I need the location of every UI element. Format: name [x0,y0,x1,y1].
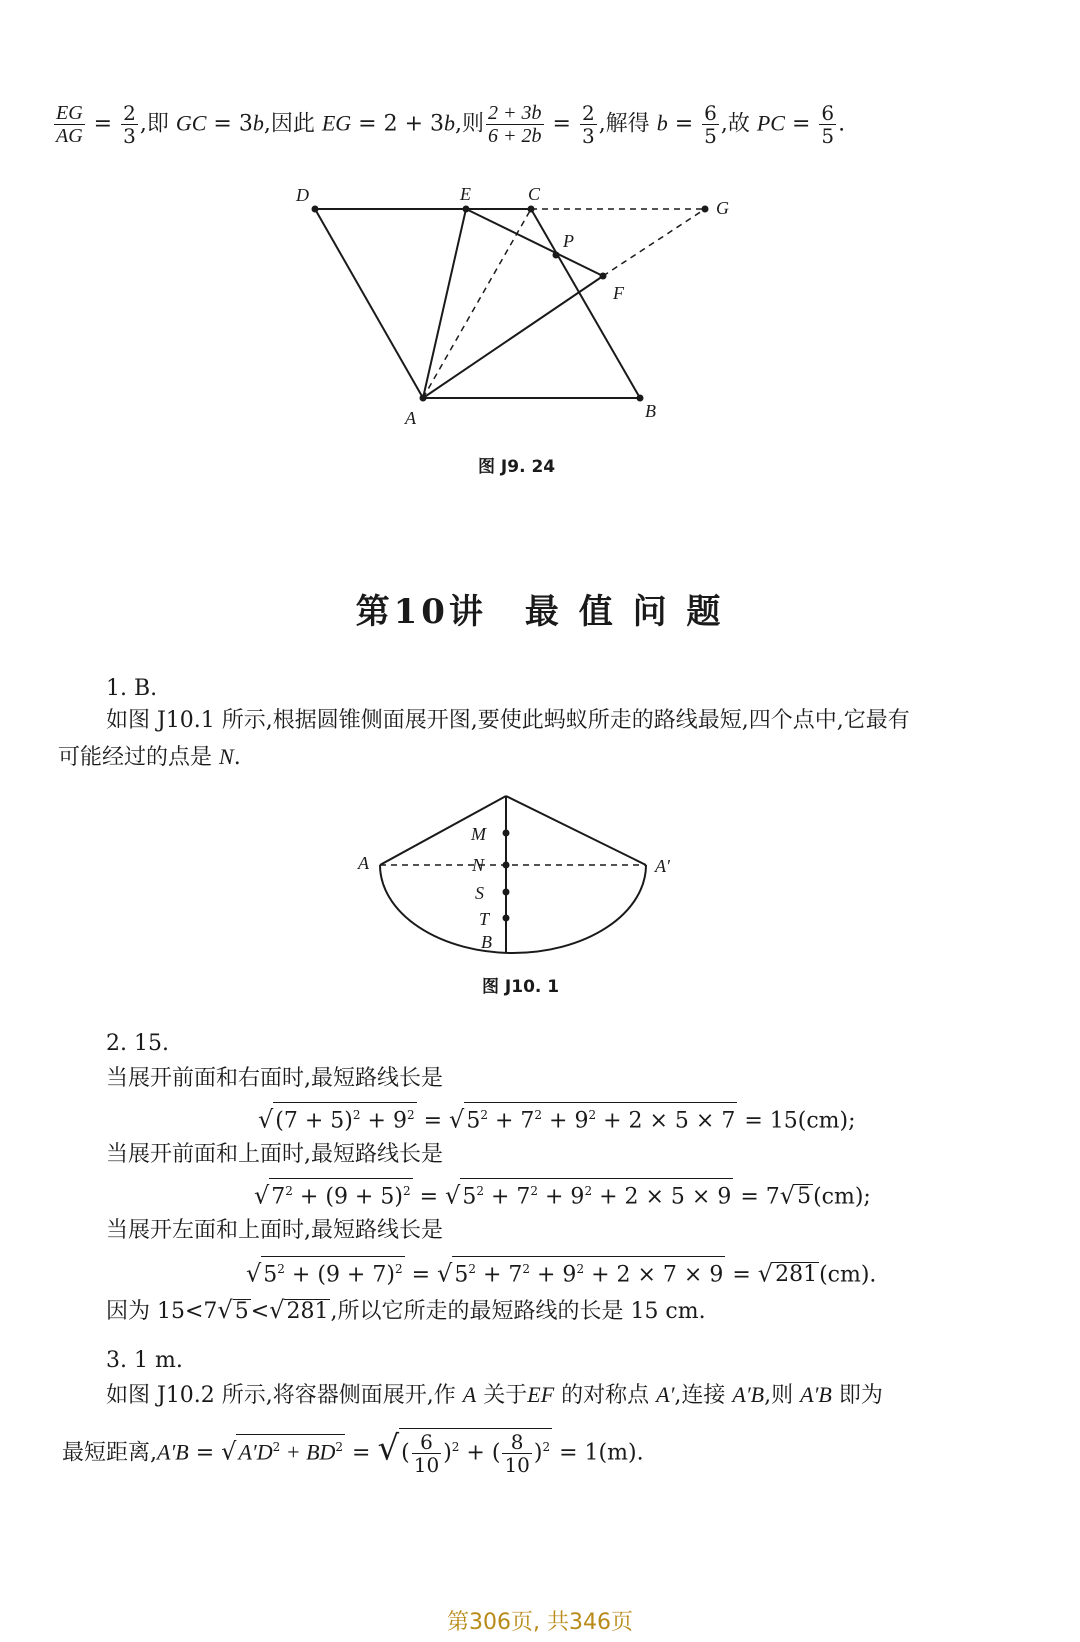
fraction-six-fifths: $\frac{6}{5}$ [704,101,717,148]
cone-arc [380,865,646,953]
fraction-eight-tenths: $\frac{8}{10}$ [504,1430,530,1477]
q1-para-line1: 如图 J10.1 所示,根据圆锥侧面展开图,要使此蚂蚁所走的路线最短,四个点中,它最有 [106,708,910,733]
point-p [553,252,560,259]
point-d [312,206,319,213]
q2-formula2: $√7^2 + (9 + 5)^2 = √5^2 + 7^2 + 9^2 + 2 \times 5 \times 9 = 7√5(cm)$; [254,1178,871,1208]
q2-case2: 当展开前面和上面时,最短路线长是 [106,1142,443,1167]
label-a-prime: A′ [655,856,670,876]
figure-caption-j9-24: 图 J9. 24 [478,457,556,477]
q2-case3: 当展开左面和上面时,最短路线长是 [106,1218,443,1243]
point-n [503,862,510,869]
segment-ae [423,209,466,398]
top-formula-line: $\frac{EG}{AG}$ = $\frac{2}{3}$ ,即 GC = 3b,因此 EG = 2 + 3b,则 $\frac{2 + 3b}{6 + 2b}$ = $\frac{2}{3}$ ,解得 b = $\frac{6}{5}$ ,故 PC = $\frac{6}{5}$ . [56,101,846,148]
label-g: G [716,198,729,218]
fraction-six-fifths-b: $\frac{6}{5}$ [821,101,835,148]
section-title: 第10讲 最 值 问 题 [355,592,725,632]
segment-cb [531,209,640,398]
label-a: A [358,853,369,873]
point-s [503,889,510,896]
label-a: A [405,408,416,428]
q2-conclusion: 因为 15<7√5<√281,所以它所走的最短路线的长是 15 cm. [106,1296,706,1324]
label-d: D [296,185,309,205]
q2-formula1: $√(7 + 5)^2 + 9^2 = √5^2 + 7^2 + 9^2 + 2 \times 5 \times 7 = 15(cm)$; [258,1102,856,1132]
label-s: S [475,883,484,903]
q2-formula3: $√5^2 + (9 + 7)^2 = √5^2 + 7^2 + 9^2 + 2 \times 7 \times 9 = √281(cm)$. [246,1256,876,1286]
q1-para-line2: 可能经过的点是 N. [58,744,241,770]
q3-line1: 如图 J10.2 所示,将容器侧面展开,作 A 关于EF 的对称点 A′,连接 A′B,则 A′B 即为 [106,1382,883,1408]
q2-answer: 2. 15. [106,1031,169,1056]
cone-edge-right [506,796,646,865]
dashed-fg [603,209,705,276]
q3-answer: 3. 1 m. [106,1348,183,1373]
point-c [528,206,535,213]
label-t: T [479,909,490,929]
label-c: C [528,184,541,204]
q3-line2: 最短距离$,A'B = √A'D^2 + BD^2$ = √( $\frac{6}{10}$ )$^2$ + ( $\frac{8}{10}$ )$^2$ = 1(m). [62,1428,644,1477]
point-b [637,395,644,402]
page-footer: 第306页, 共346页 [447,1610,633,1635]
label-n: N [472,855,485,875]
label-f: F [613,283,624,303]
point-g [702,206,709,213]
q2-case1: 当展开前面和右面时,最短路线长是 [106,1066,443,1091]
q1-answer: 1. B. [106,676,158,701]
dashed-ac [423,209,531,398]
figure-caption-j10-1: 图 J10. 1 [482,977,560,997]
label-e: E [460,184,471,204]
segment-ef [466,209,603,276]
cone-edge-left [380,796,506,865]
fraction-six-tenths: $\frac{6}{10}$ [413,1430,440,1477]
fraction-eg-ag: $\frac{EG}{AG}$ [56,102,83,147]
label-m: M [471,824,486,844]
point-t [503,915,510,922]
fraction-equation: $\frac{2 + 3b}{6 + 2b}$ [488,102,542,147]
segment-da [315,209,423,398]
label-p: P [563,231,574,251]
figure-j9-24 [0,0,1080,460]
figure-j10-1 [0,780,1080,1000]
point-f [600,273,607,280]
point-m [503,830,510,837]
point-e [463,206,470,213]
fraction-two-thirds: $\frac{2}{3}$ [123,101,136,148]
fraction-two-thirds-b: $\frac{2}{3}$ [581,101,595,148]
label-b: B [481,932,492,952]
label-b: B [645,401,656,421]
segment-af [423,276,603,398]
point-a [420,395,427,402]
